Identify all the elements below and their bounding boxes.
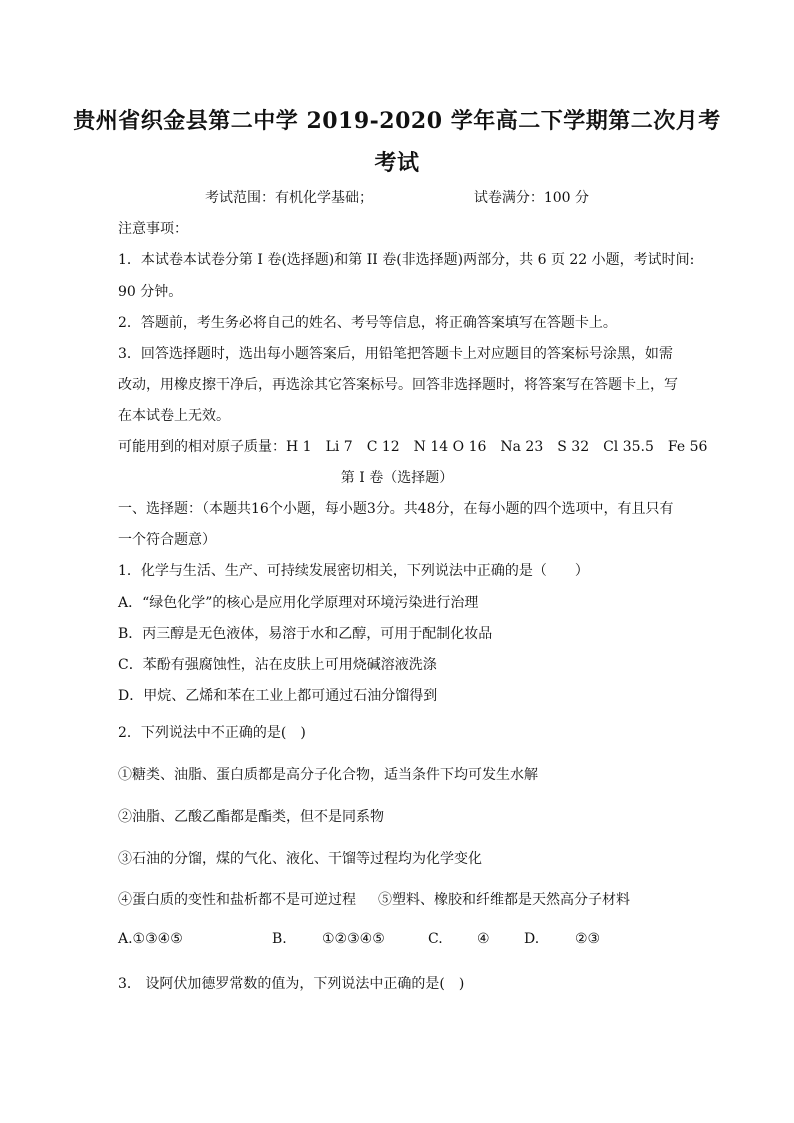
q1-option-d: D．甲烷、乙烯和苯在工业上都可通过石油分馏得到	[118, 688, 438, 704]
q2-option-b-label: B.	[272, 931, 287, 947]
exam-info	[0, 187, 794, 207]
question-2: 2．下列说法中不正确的是( )	[118, 725, 306, 741]
section-title: 第 I 卷（选择题）	[340, 470, 454, 486]
q2-options	[0, 931, 794, 951]
full-score: 试卷满分：100 分	[473, 190, 590, 206]
notice-3b: 改动，用橡皮擦干净后，再选涂其它答案标号。回答非选择题时，将答案写在答题卡上，写	[118, 377, 678, 393]
q1-option-c: C．苯酚有强腐蚀性，沾在皮肤上可用烧碱溶液洗涤	[118, 657, 437, 673]
notice-2: 2．答题前，考生务必将自己的姓名、考号等信息，将正确答案填写在答题卡上。	[118, 315, 617, 331]
q1-option-b: B．丙三醇是无色液体，易溶于水和乙醇，可用于配制化妆品	[118, 626, 493, 642]
question-3: 3． 设阿伏加德罗常数的值为，下列说法中正确的是( )	[118, 976, 465, 992]
q2-option-c-label: C.	[428, 931, 443, 947]
q2-option-b-value: ①②③④⑤	[322, 931, 385, 947]
title-line-2: 考试	[374, 150, 420, 176]
notice-3a: 3．回答选择题时，选出每小题答案后，用铅笔把答题卡上对应题目的答案标号涂黑，如需	[118, 346, 673, 362]
notice-3c: 在本试卷上无效。	[118, 408, 230, 424]
q2-option-d-value: ②③	[575, 931, 601, 947]
q2-option-c-value: ④	[477, 931, 490, 947]
part1-instructions-b: 一个符合题意）	[118, 532, 216, 548]
atomic-masses: 可能用到的相对原子质量：H 1 Li 7 C 12 N 14 O 16 Na 23 S 32 Cl 35.5 Fe 56	[118, 439, 708, 455]
q2-statement-3: ③石油的分馏，煤的气化、液化、干馏等过程均为化学变化	[118, 851, 482, 867]
notice-1a: 1．本试卷本试卷分第 I 卷(选择题)和第 II 卷(非选择题)两部分，共 6 页 22 小题，考试时间:	[118, 252, 695, 268]
title-line-1: 贵州省织金县第二中学 2019-2020 学年高二下学期第二次月考	[73, 108, 721, 134]
notice-heading: 注意事项：	[118, 221, 188, 237]
q2-statement-1: ①糖类、油脂、蛋白质都是高分子化合物，适当条件下均可发生水解	[118, 767, 538, 783]
q2-statement-2: ②油脂、乙酸乙酯都是酯类，但不是同系物	[118, 809, 384, 825]
q2-option-a: A.①③④⑤	[118, 931, 183, 947]
q1-option-a: A．“绿色化学”的核心是应用化学原理对环境污染进行治理	[118, 595, 479, 611]
q2-option-d-label: D.	[524, 931, 540, 947]
notice-1b: 90 分钟。	[118, 284, 183, 300]
exam-scope: 考试范围：有机化学基础；	[204, 190, 373, 206]
question-1: 1．化学与生活、生产、可持续发展密切相关，下列说法中正确的是（ ）	[118, 563, 589, 579]
part1-instructions-a: 一、选择题：（本题共16个小题，每小题3分。共48分，在每小题的四个选项中，有且只有	[118, 501, 674, 517]
q2-statement-5: ⑤塑料、橡胶和纤维都是天然高分子材料	[378, 892, 630, 908]
q2-statement-4: ④蛋白质的变性和盐析都不是可逆过程	[118, 892, 356, 908]
